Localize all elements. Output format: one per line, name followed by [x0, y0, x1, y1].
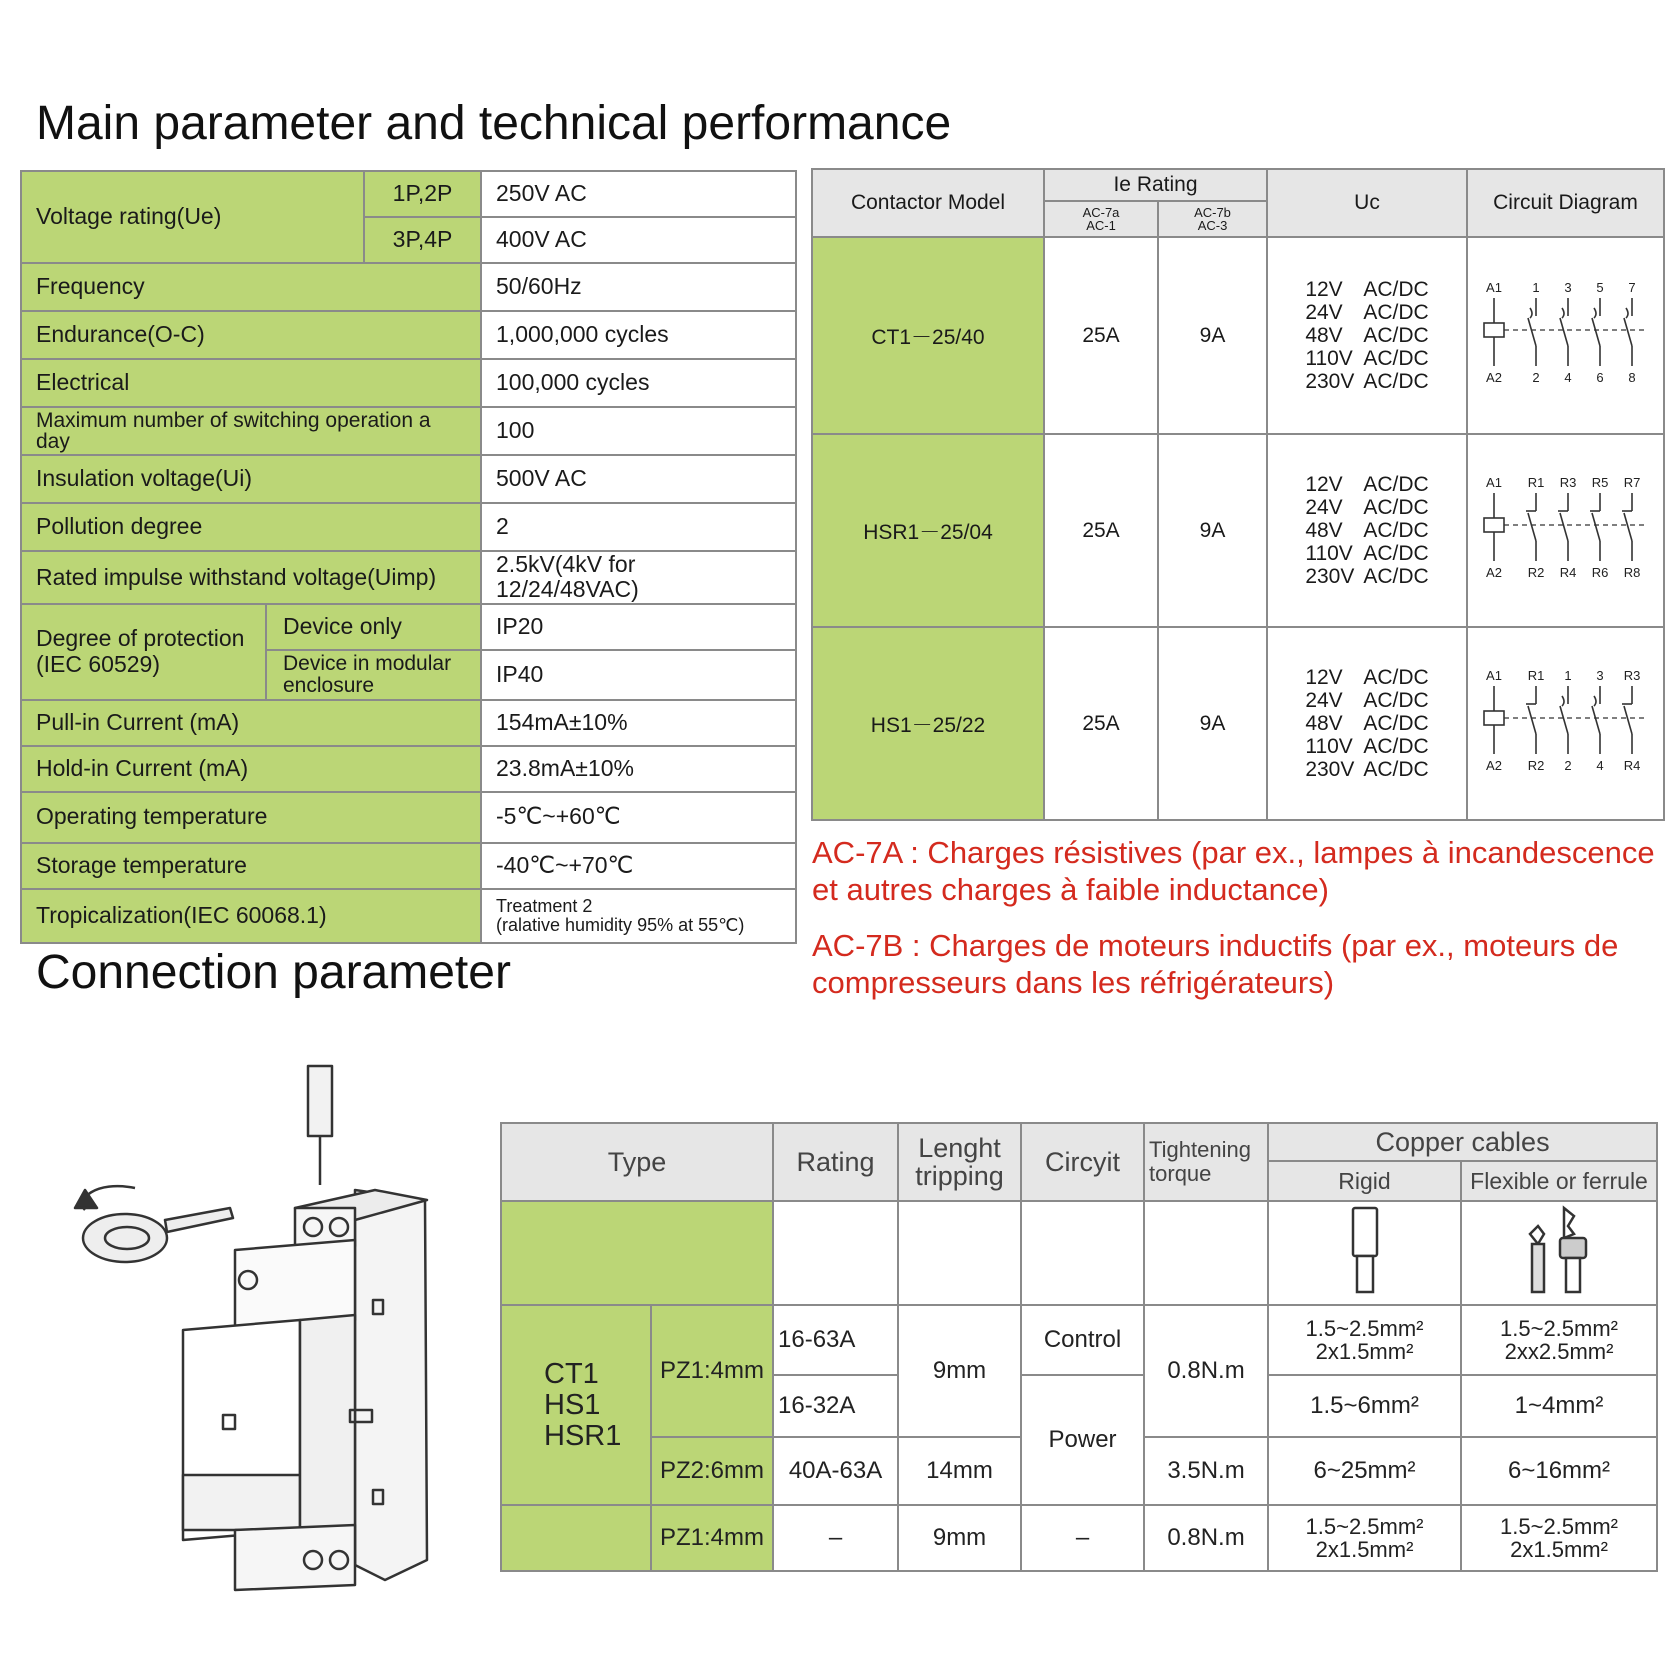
- uc-voltage: 230V: [1305, 369, 1355, 393]
- uc-type: AC/DC: [1363, 346, 1429, 370]
- terminal-label: 7: [1627, 279, 1636, 295]
- header-rigid: Rigid: [1268, 1161, 1461, 1201]
- uc-line: [1305, 347, 1428, 370]
- uc-list: [1305, 278, 1428, 393]
- rating-value: 16-32A: [773, 1375, 898, 1437]
- terminal-label: A2: [1485, 564, 1502, 580]
- length-value: 14mm: [898, 1437, 1021, 1505]
- contact-blade: [1560, 318, 1568, 346]
- contact-blade: [1624, 513, 1632, 541]
- uc-line: [1305, 519, 1428, 542]
- circuit-value: –: [1021, 1505, 1144, 1571]
- coil-symbol: [1484, 323, 1504, 337]
- no-hook: [1626, 308, 1628, 318]
- table-row: [21, 171, 796, 217]
- rating-value: –: [773, 1505, 898, 1571]
- ac3-value: 9A: [1158, 237, 1267, 434]
- param-value: -5℃~+60℃: [481, 792, 796, 843]
- terminal-label: R2: [1527, 757, 1544, 773]
- tropical-value-line: Treatment 2: [496, 895, 593, 916]
- terminal-label: 3: [1563, 279, 1572, 295]
- type-name: CT1: [544, 1357, 599, 1390]
- uc-line: [1305, 542, 1428, 565]
- torque-value: 3.5N.m: [1144, 1437, 1268, 1505]
- protection-device-value: IP20: [481, 604, 796, 650]
- tropical-value: [481, 889, 796, 943]
- ac1-value: 25A: [1044, 237, 1158, 434]
- param-label: Storage temperature: [21, 843, 481, 889]
- flex-value: 6~16mm²: [1461, 1437, 1657, 1505]
- rigid-line: 1.5~2.5mm²: [1305, 1513, 1424, 1539]
- table-row: [501, 1305, 1657, 1375]
- flex-line: 1.5~2.5mm²: [1500, 1315, 1619, 1341]
- tropical-label: Tropicalization(IEC 60068.1): [21, 889, 481, 943]
- param-value: 100: [481, 407, 796, 455]
- param-value: 100,000 cycles: [481, 359, 796, 407]
- param-label: Rated impulse withstand voltage(Uimp): [21, 551, 481, 604]
- table-row: [21, 746, 796, 792]
- uc-cell: [1267, 434, 1467, 627]
- uc-voltage: 24V: [1305, 300, 1343, 324]
- uc-line: [1305, 278, 1428, 301]
- protection-label: Degree of protection (IEC 60529): [21, 604, 266, 700]
- header-flexible: Flexible or ferrule: [1461, 1161, 1657, 1201]
- param-label: Operating temperature: [21, 792, 481, 843]
- terminal-label: A2: [1485, 369, 1502, 385]
- contact-blade: [1560, 706, 1568, 734]
- terminal-label: R2: [1527, 564, 1544, 580]
- uc-voltage: 110V: [1305, 346, 1353, 370]
- uc-voltage: 24V: [1305, 495, 1343, 519]
- contactor-device-illustration: [55, 1060, 455, 1600]
- table-row: [501, 1505, 1657, 1571]
- terminal-label: 2: [1563, 757, 1572, 773]
- table-row: [21, 843, 796, 889]
- table-row: [21, 604, 796, 650]
- flex-value: [1461, 1505, 1657, 1571]
- terminal-label: R7: [1623, 474, 1640, 490]
- note-ac7b: AC-7B : Charges de moteurs inductifs (par ex., moteurs de compresseurs dans les réfrigérateurs): [812, 928, 1619, 1000]
- table-row: [21, 263, 796, 311]
- empty-cell: [1021, 1201, 1144, 1305]
- pz1-label: PZ1:4mm: [651, 1305, 773, 1437]
- circuit-value: Control: [1021, 1305, 1144, 1375]
- header-model: Contactor Model: [812, 169, 1044, 237]
- circuit-diagram-svg: [1476, 278, 1656, 388]
- uc-type: AC/DC: [1363, 518, 1429, 542]
- uc-voltage: 110V: [1305, 541, 1353, 565]
- param-label: Maximum number of switching operation a day: [21, 407, 481, 455]
- uc-type: AC/DC: [1363, 300, 1429, 324]
- uc-voltage: 12V: [1305, 665, 1343, 689]
- param-value: 1,000,000 cycles: [481, 311, 796, 359]
- header-ie: Ie Rating: [1044, 169, 1267, 201]
- rigid-cable-icon-cell: [1268, 1201, 1461, 1305]
- flex-value: 1~4mm²: [1461, 1375, 1657, 1437]
- terminal-label: 6: [1595, 369, 1604, 385]
- empty-cell: [898, 1201, 1021, 1305]
- flexible-cable-icon: [1524, 1204, 1594, 1296]
- contact-blade: [1560, 513, 1568, 541]
- circuit-diagram: [1467, 237, 1664, 434]
- uc-voltage: 12V: [1305, 472, 1343, 496]
- header-ac3: AC-3: [1197, 218, 1228, 233]
- uc-cell: [1267, 237, 1467, 434]
- ac1-value: 25A: [1044, 627, 1158, 820]
- empty-cell: [773, 1201, 898, 1305]
- param-label: Insulation voltage(Ui): [21, 455, 481, 503]
- header-uc: Uc: [1267, 169, 1467, 237]
- terminal-label: 1: [1531, 279, 1540, 295]
- uc-voltage: 230V: [1305, 564, 1355, 588]
- coil-symbol: [1484, 711, 1504, 725]
- uc-voltage: 48V: [1305, 323, 1343, 347]
- terminal-label: R4: [1559, 564, 1576, 580]
- contact-blade: [1624, 318, 1632, 346]
- uc-type: AC/DC: [1363, 495, 1429, 519]
- header-copper: Copper cables: [1268, 1123, 1657, 1161]
- no-hook: [1562, 696, 1564, 706]
- voltage-label: Voltage rating(Ue): [21, 171, 364, 263]
- header-ac1: AC-1: [1086, 218, 1116, 233]
- terminal-label: R4: [1623, 757, 1640, 773]
- voltage-3p-label: 3P,4P: [364, 217, 481, 263]
- uc-line: [1305, 689, 1428, 712]
- flex-value: [1461, 1305, 1657, 1375]
- flex-line: 2x1.5mm²: [1510, 1537, 1608, 1562]
- uc-voltage: 48V: [1305, 711, 1343, 735]
- terminal-label: 4: [1563, 369, 1572, 385]
- protection-modular-label: Device in modular enclosure: [266, 650, 481, 700]
- rigid-value: [1268, 1305, 1461, 1375]
- uc-type: AC/DC: [1363, 711, 1429, 735]
- uc-line: [1305, 565, 1428, 588]
- ac3-value: 9A: [1158, 434, 1267, 627]
- header-ac7a: AC-7a: [1082, 205, 1120, 220]
- pz2-label: PZ2:6mm: [651, 1437, 773, 1505]
- terminal-label: 5: [1595, 279, 1604, 295]
- terminal-label: A1: [1485, 667, 1502, 683]
- table-row: [812, 237, 1664, 434]
- circuit-diagram-svg: [1476, 473, 1656, 583]
- torque-value: 0.8N.m: [1144, 1505, 1268, 1571]
- contact-blade: [1528, 318, 1536, 346]
- empty-cell: [1144, 1201, 1268, 1305]
- header-type: Type: [501, 1123, 773, 1201]
- no-hook: [1562, 308, 1564, 318]
- type-name: HS1: [544, 1388, 601, 1421]
- param-label: Pull-in Current (mA): [21, 700, 481, 746]
- pz1-label: PZ1:4mm: [651, 1505, 773, 1571]
- uc-line: [1305, 473, 1428, 496]
- circuit-value: Power: [1021, 1375, 1144, 1505]
- type-blank: [501, 1201, 773, 1305]
- param-label: Electrical: [21, 359, 481, 407]
- contact-blade: [1528, 706, 1536, 734]
- flex-line: 1.5~2.5mm²: [1500, 1513, 1619, 1539]
- uc-line: [1305, 496, 1428, 519]
- table-row: [21, 311, 796, 359]
- uc-voltage: 230V: [1305, 757, 1355, 781]
- param-value: -40℃~+70℃: [481, 843, 796, 889]
- model-name: HS1－25/22: [812, 627, 1044, 820]
- uc-type: AC/DC: [1363, 277, 1429, 301]
- ac1-value: 25A: [1044, 434, 1158, 627]
- uc-line: [1305, 301, 1428, 324]
- contact-blade: [1528, 513, 1536, 541]
- uc-voltage: 12V: [1305, 277, 1343, 301]
- table-row: [21, 503, 796, 551]
- flex-line: 2xx2.5mm²: [1504, 1339, 1614, 1364]
- voltage-3p-value: 400V AC: [481, 217, 796, 263]
- header-length: Lenght tripping: [898, 1123, 1021, 1201]
- terminal-label: R3: [1623, 667, 1640, 683]
- note-ac7a: AC-7A : Charges résistives (par ex., lampes à incandescence et autres charges à faible inductance): [812, 835, 1655, 907]
- uc-list: [1305, 666, 1428, 781]
- model-name: HSR1－25/04: [812, 434, 1044, 627]
- type-names: [501, 1305, 651, 1505]
- length-value: 9mm: [898, 1505, 1021, 1571]
- rigid-value: [1268, 1505, 1461, 1571]
- uc-line: [1305, 370, 1428, 393]
- contactor-models-table: [811, 168, 1665, 821]
- terminal-label: A1: [1485, 279, 1502, 295]
- table-row: [21, 792, 796, 843]
- table-row: [812, 169, 1664, 201]
- table-row: [21, 407, 796, 455]
- circuit-diagram: [1467, 627, 1664, 820]
- param-label: Pollution degree: [21, 503, 481, 551]
- rigid-value: 6~25mm²: [1268, 1437, 1461, 1505]
- terminal-label: R1: [1527, 474, 1544, 490]
- uc-type: AC/DC: [1363, 665, 1429, 689]
- uc-list: [1305, 473, 1428, 588]
- model-name: CT1－25/40: [812, 237, 1044, 434]
- uc-type: AC/DC: [1363, 757, 1429, 781]
- uc-voltage: 48V: [1305, 518, 1343, 542]
- terminal-label: R3: [1559, 474, 1576, 490]
- table-row: [21, 359, 796, 407]
- terminal-label: R1: [1527, 667, 1544, 683]
- voltage-1p-value: 250V AC: [481, 171, 796, 217]
- terminal-label: 3: [1595, 667, 1604, 683]
- table-row: [812, 434, 1664, 627]
- uc-type: AC/DC: [1363, 564, 1429, 588]
- protection-device-label: Device only: [266, 604, 481, 650]
- torque-value: 0.8N.m: [1144, 1305, 1268, 1437]
- circuit-diagram-svg: [1476, 666, 1656, 776]
- table-row: [501, 1123, 1657, 1161]
- uc-line: [1305, 324, 1428, 347]
- table-row: [21, 455, 796, 503]
- contact-blade: [1592, 706, 1600, 734]
- header-rating: Rating: [773, 1123, 898, 1201]
- connection-table: [500, 1122, 1658, 1572]
- flexible-cable-icon-cell: [1461, 1201, 1657, 1305]
- no-hook: [1530, 308, 1532, 318]
- terminal-label: A1: [1485, 474, 1502, 490]
- param-value: 2.5kV(4kV for 12/24/48VAC): [481, 551, 796, 604]
- param-label: Hold-in Current (mA): [21, 746, 481, 792]
- rigid-line: 2x1.5mm²: [1315, 1339, 1414, 1364]
- uc-type: AC/DC: [1363, 541, 1429, 565]
- contact-blade: [1592, 513, 1600, 541]
- uc-type: AC/DC: [1363, 734, 1429, 758]
- connection-title: Connection parameter: [36, 946, 511, 999]
- uc-voltage: 110V: [1305, 734, 1353, 758]
- param-label: Endurance(O-C): [21, 311, 481, 359]
- table-row: [21, 700, 796, 746]
- rigid-cable-icon: [1345, 1204, 1385, 1296]
- no-hook: [1594, 308, 1596, 318]
- param-value: 500V AC: [481, 455, 796, 503]
- terminal-label: A2: [1485, 757, 1502, 773]
- header-circuit: Circyit: [1021, 1123, 1144, 1201]
- voltage-1p-label: 1P,2P: [364, 171, 481, 217]
- terminal-label: 4: [1595, 757, 1604, 773]
- table-row: [812, 627, 1664, 820]
- rigid-line: 1.5~2.5mm²: [1305, 1315, 1424, 1341]
- param-value: 50/60Hz: [481, 263, 796, 311]
- table-row: [21, 551, 796, 604]
- table-row: [501, 1201, 1657, 1305]
- uc-type: AC/DC: [1363, 472, 1429, 496]
- rating-value: 16-63A: [773, 1305, 898, 1375]
- rigid-line: 2x1.5mm²: [1315, 1537, 1414, 1562]
- rating-value: 40A-63A: [773, 1437, 898, 1505]
- parameters-table: [20, 170, 797, 944]
- header-circuit: Circuit Diagram: [1467, 169, 1664, 237]
- uc-type: AC/DC: [1363, 323, 1429, 347]
- uc-line: [1305, 758, 1428, 781]
- terminal-label: R5: [1591, 474, 1608, 490]
- circuit-diagram: [1467, 434, 1664, 627]
- type-blank: [501, 1505, 651, 1571]
- contact-blade: [1592, 318, 1600, 346]
- no-hook: [1594, 696, 1596, 706]
- param-value: 154mA±10%: [481, 700, 796, 746]
- ac3-value: 9A: [1158, 627, 1267, 820]
- terminal-label: R8: [1623, 564, 1640, 580]
- param-value: 2: [481, 503, 796, 551]
- tropical-value-line: (ralative humidity 95% at 55℃): [496, 914, 745, 935]
- uc-cell: [1267, 627, 1467, 820]
- uc-line: [1305, 712, 1428, 735]
- uc-type: AC/DC: [1363, 369, 1429, 393]
- uc-type: AC/DC: [1363, 688, 1429, 712]
- terminal-label: R6: [1591, 564, 1608, 580]
- header-ac7b: AC-7b: [1194, 205, 1231, 220]
- rigid-value: 1.5~6mm²: [1268, 1375, 1461, 1437]
- coil-symbol: [1484, 518, 1504, 532]
- header-torque: Tightening torque: [1144, 1123, 1268, 1201]
- param-label: Frequency: [21, 263, 481, 311]
- header-ac7a-ac1: [1044, 201, 1158, 237]
- table-row: [21, 889, 796, 943]
- contact-blade: [1624, 706, 1632, 734]
- uc-voltage: 24V: [1305, 688, 1343, 712]
- header-ac7b-ac3: [1158, 201, 1267, 237]
- uc-line: [1305, 666, 1428, 689]
- param-value: 23.8mA±10%: [481, 746, 796, 792]
- protection-modular-value: IP40: [481, 650, 796, 700]
- terminal-label: 8: [1627, 369, 1636, 385]
- uc-line: [1305, 735, 1428, 758]
- terminal-label: 1: [1563, 667, 1572, 683]
- length-value: 9mm: [898, 1305, 1021, 1437]
- type-name: HSR1: [544, 1419, 622, 1452]
- main-title: Main parameter and technical performance: [36, 97, 952, 150]
- terminal-label: 2: [1531, 369, 1540, 385]
